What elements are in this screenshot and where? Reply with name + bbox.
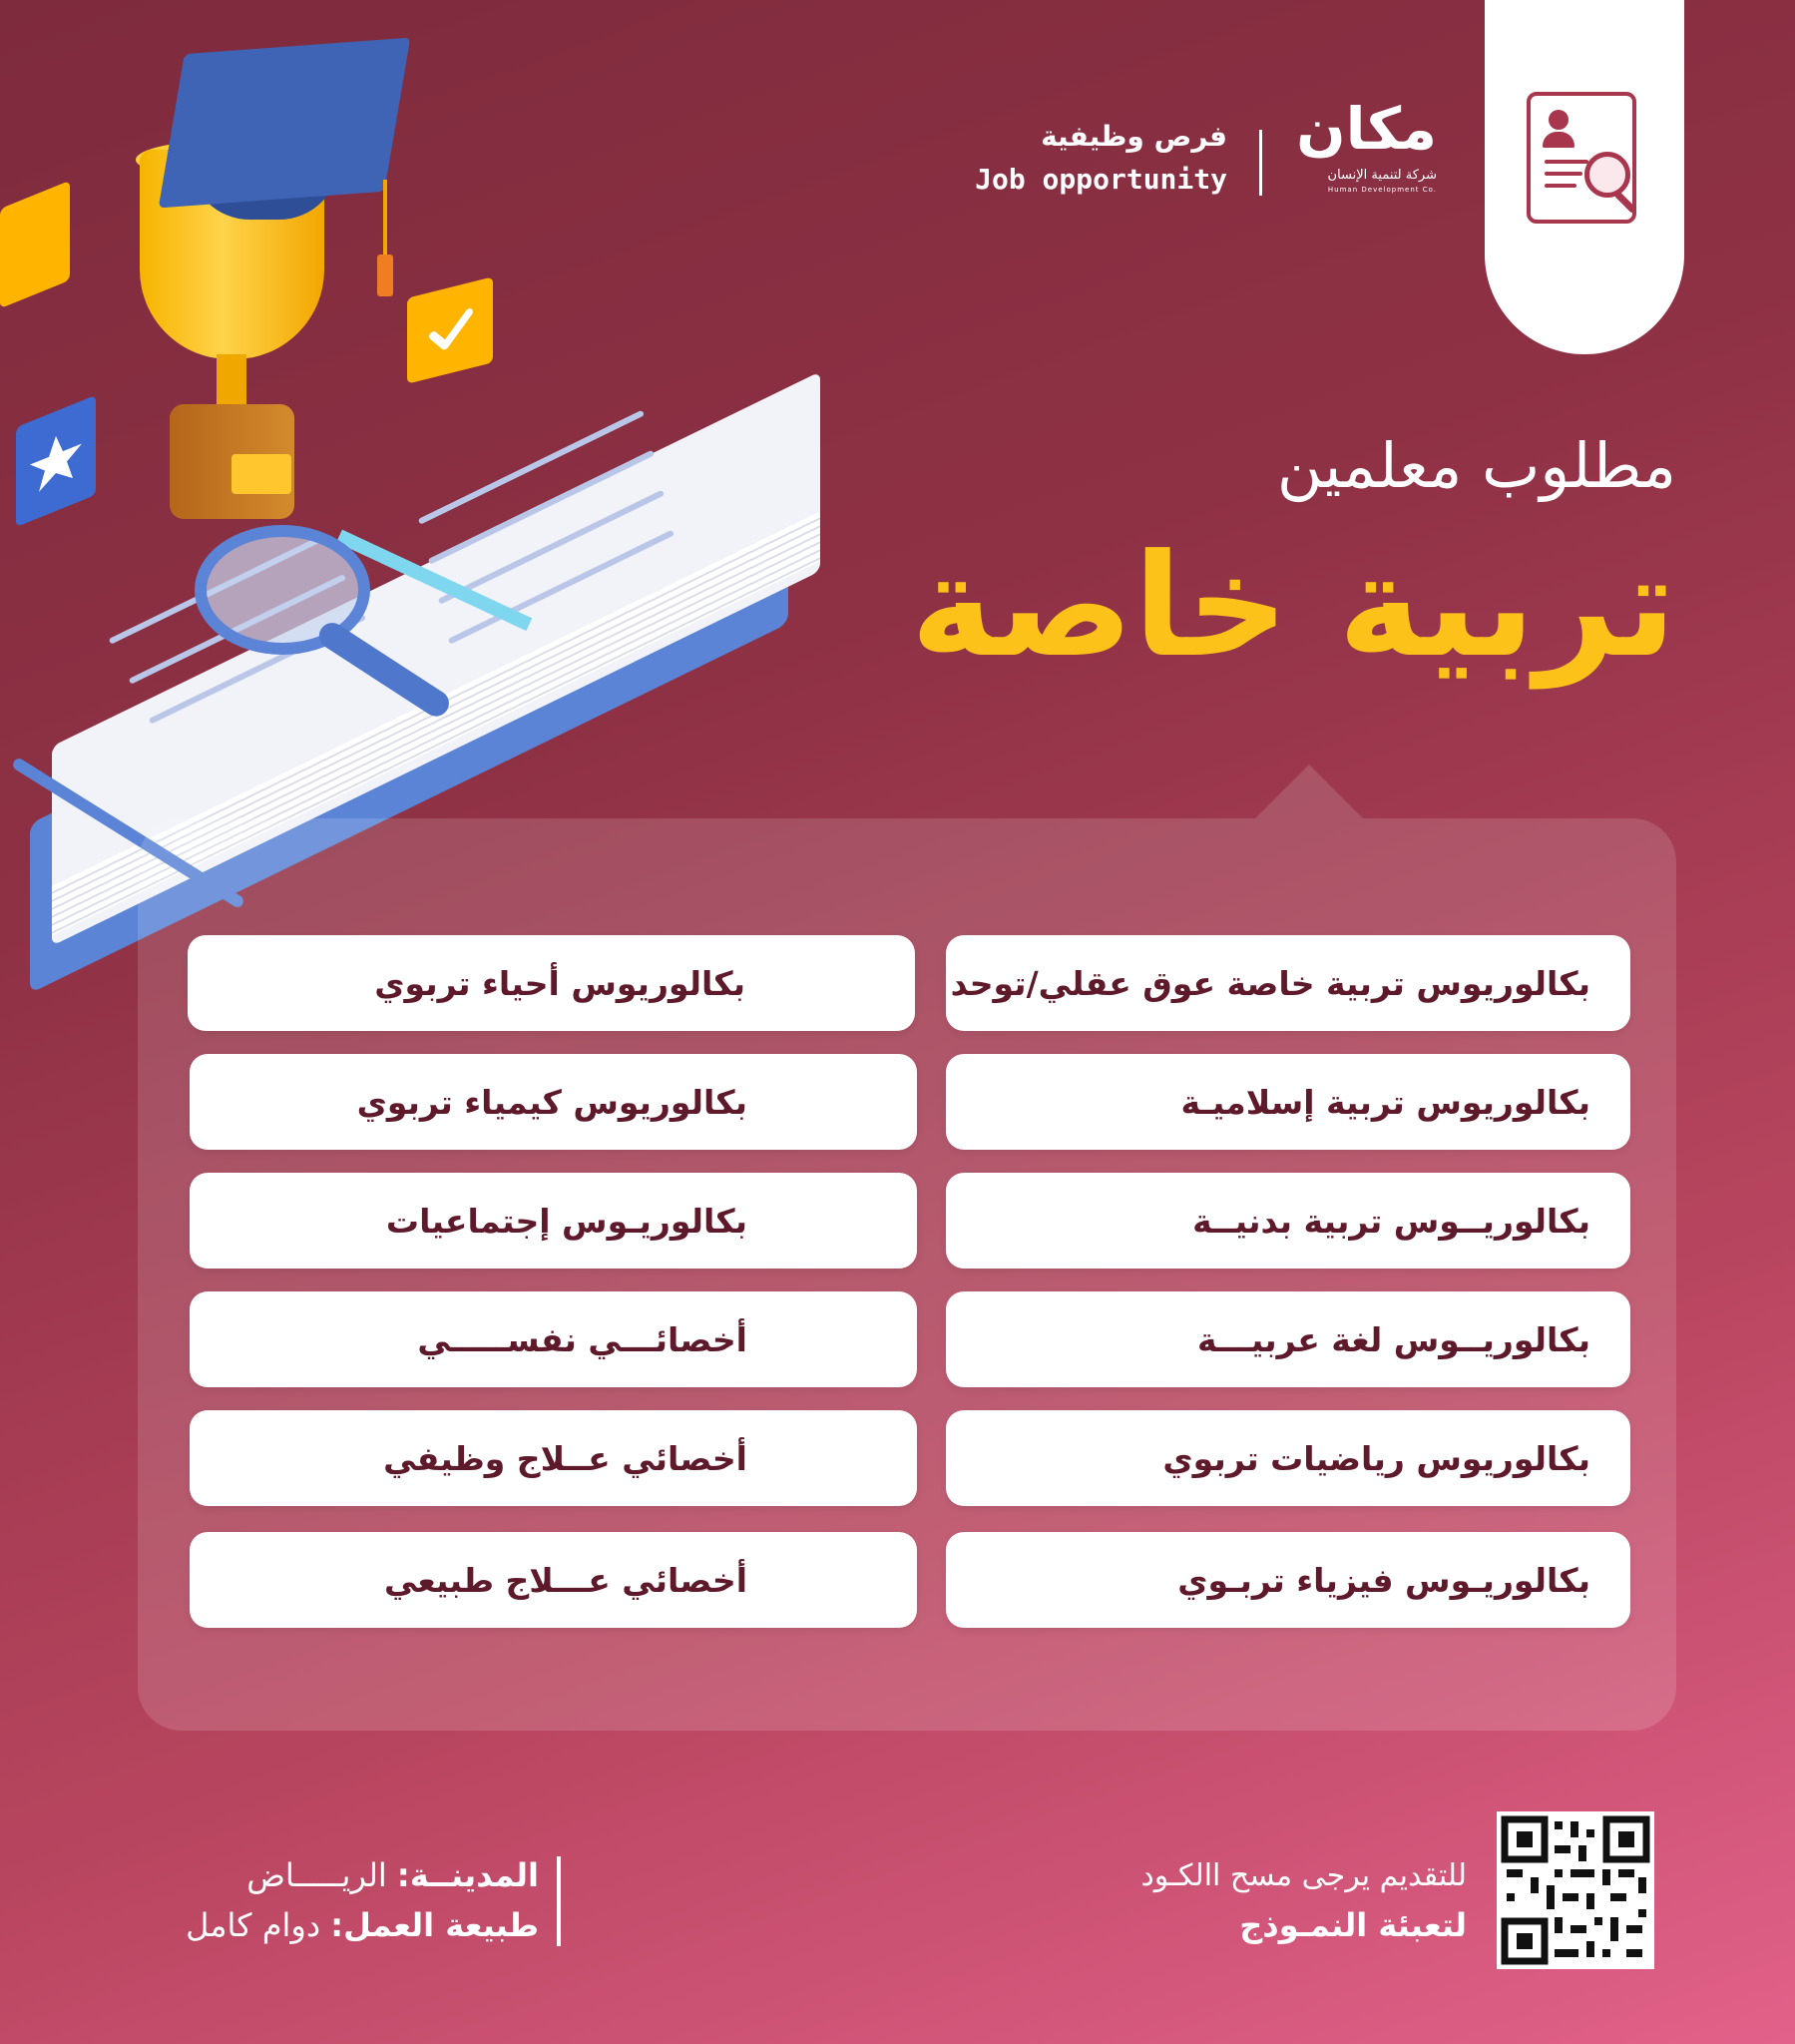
mail-tile-icon xyxy=(0,181,70,308)
panel-notch xyxy=(1255,765,1363,818)
header-divider xyxy=(1259,130,1262,196)
job-item: بكالوريوس تربية إسلاميـة xyxy=(946,1054,1630,1150)
cap-tassel-end xyxy=(377,255,393,296)
apply-instruction: للتقديم يرجى مسح االكـود xyxy=(1140,1858,1467,1893)
job-item: أخصائي عــلاج وظيفي xyxy=(190,1410,917,1506)
job-opportunity-en: Job opportunity xyxy=(975,163,1227,196)
page-subtitle: مطلوب معلمين xyxy=(1276,429,1676,502)
worktype-row xyxy=(140,1906,539,1944)
job-item: بكالوريوس أحياء تربوي xyxy=(188,935,915,1031)
job-opportunity-ar: فرص وظيفية xyxy=(1041,120,1227,153)
brand-tagline: شركة لتنمية الإنسان xyxy=(1327,168,1437,183)
job-item: بكالوريوس كيمياء تربوي xyxy=(190,1054,917,1150)
job-item: بكالوريوس رياضيات تربوي xyxy=(946,1410,1630,1506)
job-item: بكالوريــوس تربية بدنيــة xyxy=(946,1173,1630,1269)
apply-instruction-bold: لتعبئة النمـوذج xyxy=(1239,1906,1467,1944)
city-value: الريـــــاض xyxy=(246,1856,387,1894)
brand-tagline-en: Human Development Co. xyxy=(1327,186,1437,194)
worktype-value: دوام كامل xyxy=(186,1906,321,1944)
star-tile-icon xyxy=(16,395,96,527)
city-label: المدينــة: xyxy=(396,1856,539,1894)
page-title: تربية خاصة xyxy=(910,524,1676,689)
job-item: بكالوريـوس إجتماعيات xyxy=(190,1173,917,1269)
job-item: بكالوريوس تربية خاصة عوق عقلي/توحد xyxy=(946,935,1630,1031)
qr-code-icon[interactable] xyxy=(1497,1811,1654,1969)
header-tab xyxy=(1485,0,1684,354)
footer-divider xyxy=(557,1856,561,1946)
trophy-plate xyxy=(231,454,291,494)
check-tile-icon xyxy=(407,276,493,383)
cap-tassel xyxy=(383,180,387,259)
graduation-cap-icon xyxy=(159,38,411,209)
brand-logo-text: مكان xyxy=(1296,95,1437,163)
city-row xyxy=(140,1856,539,1894)
job-item: بكالوريــوس لغة عربيـــة xyxy=(946,1291,1630,1387)
worktype-label: طبيعة العمل: xyxy=(330,1906,539,1944)
job-item: أخصائي عـــلاج طبيعي xyxy=(190,1532,917,1628)
resume-search-icon xyxy=(1527,92,1636,224)
job-item: بكالوريـوس فيزياء تربـوي xyxy=(946,1532,1630,1628)
job-item: أخصائـــي نفســـــي xyxy=(190,1291,917,1387)
